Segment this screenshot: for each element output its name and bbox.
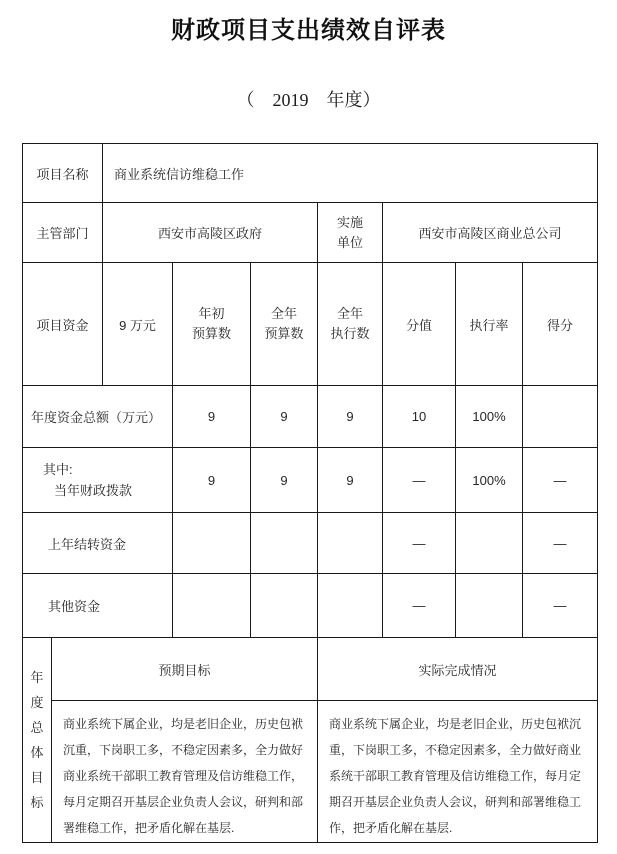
cell-value: [456, 574, 523, 638]
cell-value: [318, 513, 383, 574]
table-row: [23, 638, 598, 701]
cell-value: —: [523, 574, 598, 638]
project-funds-label: 项目资金: [23, 263, 103, 386]
col-header-initial-budget-line1: 年初: [198, 306, 225, 321]
row-label-other-funds: 其他资金: [23, 574, 173, 638]
col-header-annual-execution-line1: 全年: [336, 306, 363, 321]
row-label-annual-total: 年度资金总额（万元）: [23, 386, 173, 448]
cell-value: 9: [173, 386, 251, 448]
implementing-unit-label-line1: 实施: [336, 214, 363, 230]
table-row: [23, 701, 598, 843]
department-label: 主管部门: [23, 203, 103, 263]
cell-value: 9: [318, 386, 383, 448]
implementing-unit-value: 西安市高陵区商业总公司: [383, 203, 598, 263]
cell-value: —: [383, 513, 456, 574]
implementing-unit-label-line2: 单位: [336, 234, 363, 250]
page-title: 财政项目支出绩效自评表: [171, 17, 446, 44]
actual-completion-header: 实际完成情况: [318, 638, 598, 701]
annual-goal-section-label: [23, 638, 52, 843]
col-header-annual-execution-line2: 执行数: [330, 326, 370, 341]
table-row: [23, 574, 598, 638]
cell-value: 9: [318, 448, 383, 513]
table-row: [23, 448, 598, 513]
table-row: [23, 144, 598, 203]
col-header-annual-budget: [251, 263, 318, 386]
cell-value: 100%: [456, 386, 523, 448]
expected-goal-text: 商业系统下属企业，均是老旧企业，历史包袱沉重，下岗职工多，不稳定因素多，全力做好商业系统干部职工教育管理及信访维稳工作，每月定期召开基层企业负责人会议，研判和部署维稳工作，把矛盾化解在基层.: [52, 701, 318, 843]
cell-value: —: [383, 448, 456, 513]
row-label-fiscal-allocation-line2: 当年财政拨款: [54, 483, 133, 498]
evaluation-form: [22, 143, 617, 843]
row-label-carryover-funds: 上年结转资金: [23, 513, 173, 574]
cell-value: [173, 574, 251, 638]
col-header-initial-budget-line2: 预算数: [191, 326, 231, 341]
col-header-initial-budget: [173, 263, 251, 386]
cell-value: 9: [251, 386, 318, 448]
col-header-score-value: 分值: [383, 263, 456, 386]
table-row: [23, 203, 598, 263]
cell-value: 100%: [456, 448, 523, 513]
cell-value: [523, 386, 598, 448]
expected-goal-header: 预期目标: [52, 638, 318, 701]
cell-value: [456, 513, 523, 574]
project-name-value: 商业系统信访维稳工作: [103, 144, 598, 203]
page-subtitle-year: （ 2019 年度）: [236, 90, 381, 110]
cell-value: 10: [383, 386, 456, 448]
implementing-unit-label: [318, 203, 383, 263]
department-value: 西安市高陵区政府: [103, 203, 318, 263]
cell-value: —: [523, 448, 598, 513]
cell-value: 9: [251, 448, 318, 513]
cell-value: [251, 574, 318, 638]
project-funds-amount: 9 万元: [103, 263, 173, 386]
cell-value: [318, 574, 383, 638]
table-row: [23, 263, 598, 386]
cell-value: [173, 513, 251, 574]
col-header-annual-budget-line2: 预算数: [264, 326, 304, 341]
main-table: [22, 143, 598, 638]
table-row: [23, 513, 598, 574]
project-name-label: 项目名称: [23, 144, 103, 203]
col-header-annual-budget-line1: 全年: [270, 306, 297, 321]
col-header-score: 得分: [523, 263, 598, 386]
col-header-execution-rate: 执行率: [456, 263, 523, 386]
row-label-fiscal-allocation: [23, 448, 173, 513]
annual-goal-vertical-text: 年度总体目标: [30, 670, 44, 810]
col-header-annual-execution: [318, 263, 383, 386]
cell-value: —: [523, 513, 598, 574]
cell-value: [251, 513, 318, 574]
table-row: [23, 386, 598, 448]
cell-value: 9: [173, 448, 251, 513]
row-label-fiscal-allocation-line1: 其中:: [43, 462, 73, 477]
cell-value: —: [383, 574, 456, 638]
actual-completion-text: 商业系统下属企业，均是老旧企业，历史包袱沉重，下岗职工多，不稳定因素多，全力做好商业系统干部职工教育管理及信访维稳工作，每月定期召开基层企业负责人会议，研判和部署维稳工作，把矛盾化解在基层.: [318, 701, 598, 843]
annual-goal-table: [22, 637, 598, 843]
